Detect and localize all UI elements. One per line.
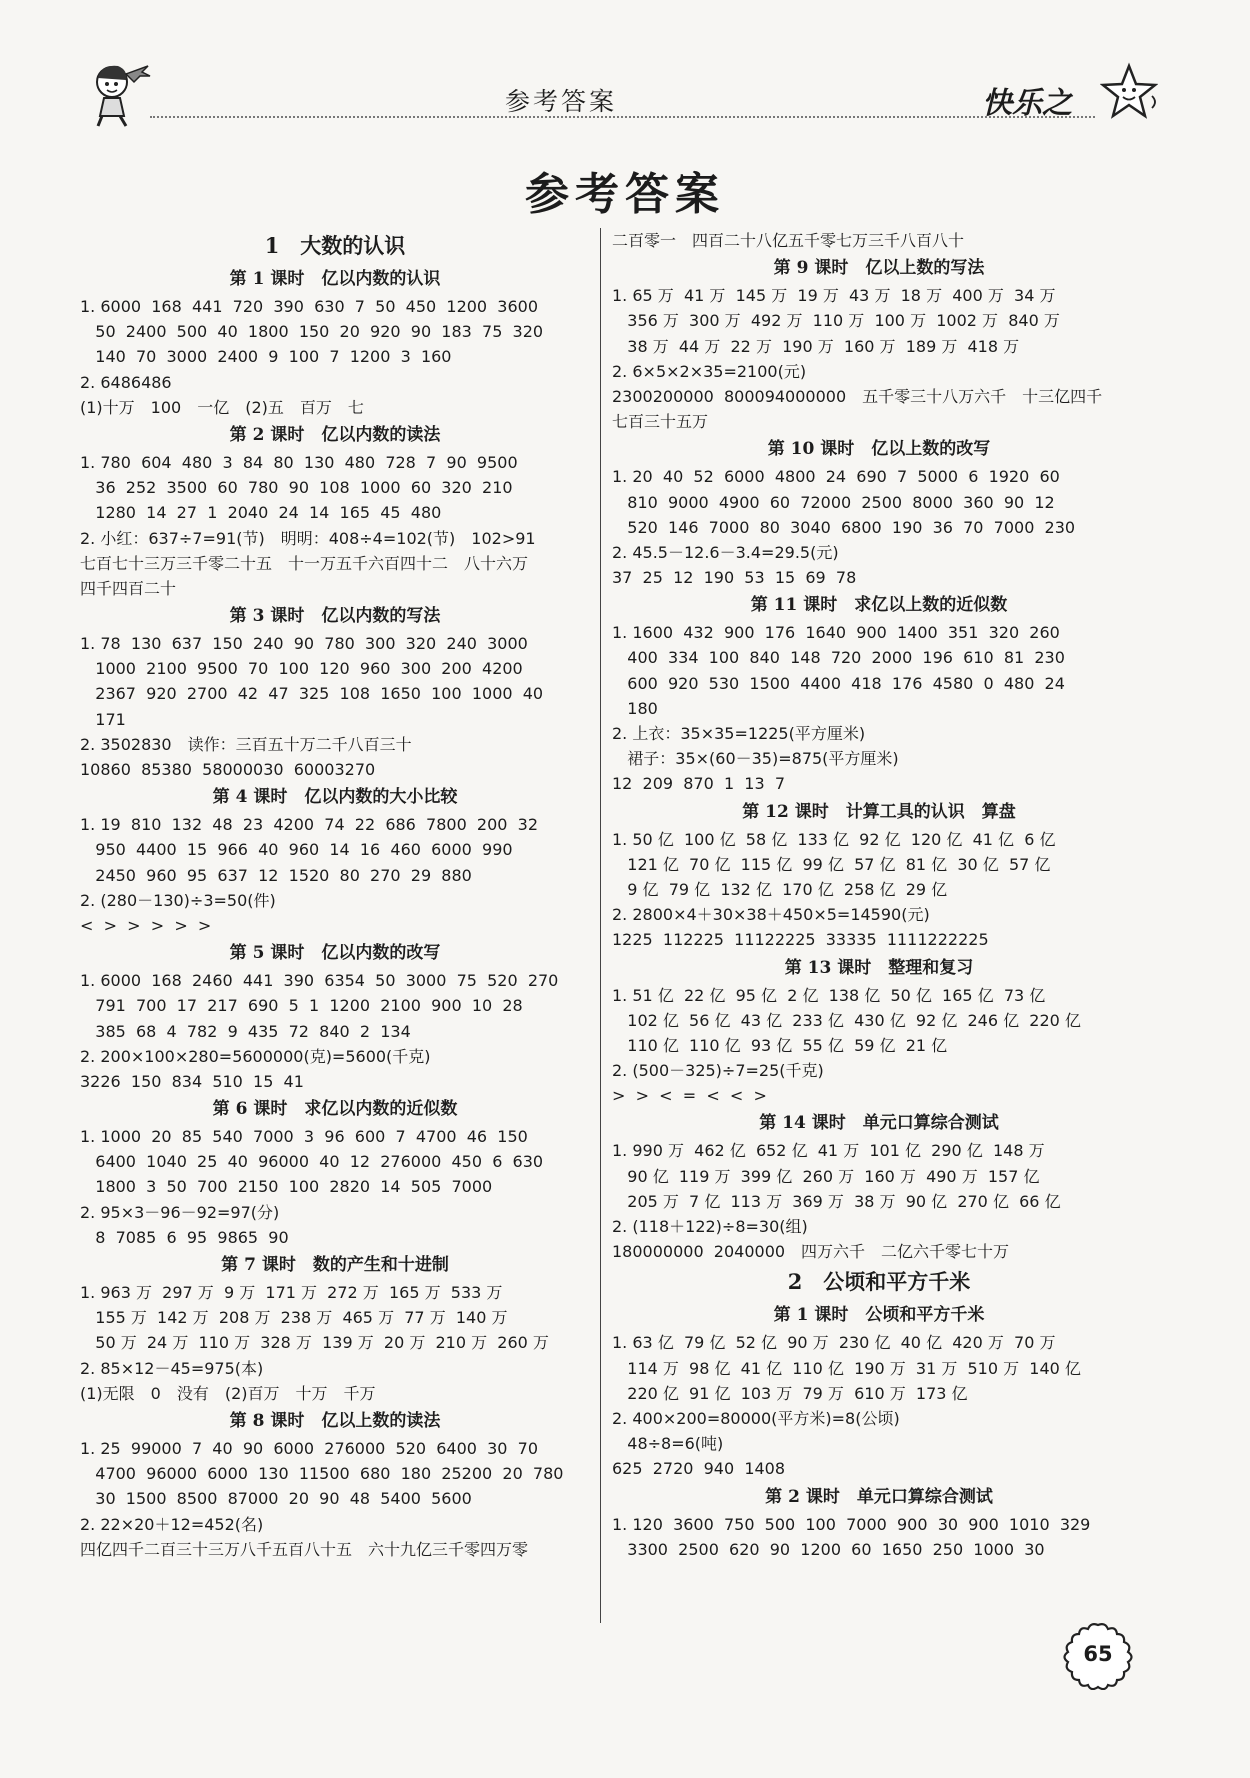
- left-answer-line: 1280 14 27 1 2040 24 14 165 45 480: [80, 503, 442, 523]
- right-lesson-heading: 第 9 课时 亿以上数的写法: [773, 258, 985, 279]
- right-answer-line: 110 亿 110 亿 93 亿 55 亿 59 亿 21 亿: [612, 1035, 948, 1055]
- right-lesson-heading: 第 11 课时 求亿以上数的近似数: [750, 595, 1008, 616]
- right-answer-line: 3300 2500 620 90 1200 60 1650 250 1000 30: [612, 1539, 1045, 1559]
- answer-column-left: [80, 228, 590, 1562]
- right-lesson-heading: 第 13 课时 整理和复习: [784, 957, 974, 978]
- right-answer-line: 2. 400×200=80000(平方米)=8(公顷): [612, 1408, 900, 1428]
- left-answer-line: 2. 3502830 读作：三百五十万二千八百三十: [80, 734, 412, 754]
- right-answer-line: 1. 120 3600 750 500 100 7000 900 30 900 1010 329: [612, 1514, 1091, 1534]
- right-answer-line: 2. 上衣：35×35=1225(平方厘米): [612, 724, 866, 743]
- left-answer-line: 8 7085 6 95 9865 90: [80, 1227, 289, 1247]
- left-lesson-heading: 第 2 课时 亿以内数的读法: [229, 424, 441, 445]
- right-answer-line: 裙子：35×(60－35)=875(平方厘米): [612, 749, 899, 769]
- left-chapter-heading: 1 大数的认识: [264, 233, 406, 258]
- right-answer-line: 220 亿 91 亿 103 万 79 万 610 万 173 亿: [612, 1383, 968, 1403]
- left-answer-line: 2. 小红：637÷7=91(节) 明明：408÷4=102(节) 102>91: [80, 528, 536, 548]
- left-lesson-heading: 第 6 课时 求亿以内数的近似数: [212, 1099, 458, 1120]
- left-answer-line: 四亿四千二百三十三万八千五百八十五 六十九亿三千零四万零: [80, 1539, 529, 1559]
- left-answer-line: 四千四百二十: [80, 578, 177, 598]
- left-answer-line: < > > > > >: [80, 915, 212, 935]
- left-answer-line: 3226 150 834 510 15 41: [80, 1071, 304, 1091]
- left-answer-line: 1. 6000 168 441 720 390 630 7 50 450 1200 3600: [80, 297, 538, 316]
- left-answer-line: 30 1500 8500 87000 20 90 48 5400 5600: [80, 1489, 472, 1509]
- right-answer-line: 114 万 98 亿 41 亿 110 亿 190 万 31 万 510 万 140 亿: [612, 1358, 1081, 1378]
- right-answer-line: 1225 112225 11122225 33335 1111222225: [612, 930, 989, 950]
- right-answer-line: 37 25 12 190 53 15 69 78: [612, 568, 857, 588]
- left-answer-line: 七百七十三万三千零二十五 十一万五千六百四十二 八十六万: [80, 553, 529, 573]
- right-answer-line: 2. 6×5×2×35=2100(元): [612, 361, 807, 381]
- left-answer-line: (1)无限 0 没有 (2)百万 十万 千万: [80, 1383, 376, 1403]
- right-answer-line: 625 2720 940 1408: [612, 1459, 786, 1479]
- left-answer-line: 140 70 3000 2400 9 100 7 1200 3 160: [80, 347, 452, 367]
- right-answer-line: 2. 45.5－12.6－3.4=29.5(元): [612, 542, 839, 562]
- left-answer-line: 2. (280－130)÷3=50(件): [80, 890, 276, 910]
- right-answer-line: 38 万 44 万 22 万 190 万 160 万 189 万 418 万: [612, 336, 1020, 356]
- right-answer-line: 400 334 100 840 148 720 2000 196 610 81 230: [612, 648, 1065, 668]
- brand-name: 快乐之: [982, 86, 1072, 121]
- right-answer-line: 1. 50 亿 100 亿 58 亿 133 亿 92 亿 120 亿 41 亿 6 亿: [612, 829, 1056, 849]
- right-answer-line: 180: [612, 698, 658, 718]
- left-answer-line: 1. 25 99000 7 40 90 6000 276000 520 6400 30 70: [80, 1438, 538, 1458]
- right-answer-line: 1. 1600 432 900 176 1640 900 1400 351 320 260: [612, 623, 1060, 643]
- left-answer-line: 50 万 24 万 110 万 328 万 139 万 20 万 210 万 260 万: [80, 1333, 549, 1353]
- left-answer-line: 36 252 3500 60 780 90 108 1000 60 320 210: [80, 478, 513, 498]
- left-lesson-heading: 第 1 课时 亿以内数的认识: [229, 269, 441, 289]
- right-answer-line: 205 万 7 亿 113 万 369 万 38 万 90 亿 270 亿 66 亿: [612, 1191, 1061, 1211]
- left-answer-line: (1)十万 100 一亿 (2)五 百万 七: [80, 397, 364, 417]
- left-answer-line: 2. 22×20＋12=452(名): [80, 1514, 264, 1534]
- left-answer-line: 1. 780 604 480 3 84 80 130 480 728 7 90 9500: [80, 452, 518, 472]
- right-answer-line: 356 万 300 万 492 万 110 万 100 万 1002 万 840 万: [612, 311, 1060, 331]
- right-answer-line: 1. 20 40 52 6000 4800 24 690 7 5000 6 1920 60: [612, 467, 1060, 487]
- left-answer-line: 1000 2100 9500 70 100 120 960 300 200 4200: [80, 659, 523, 679]
- right-answer-line: 1. 63 亿 79 亿 52 亿 90 万 230 亿 40 亿 420 万 70 万: [612, 1333, 1056, 1353]
- right-lesson-heading: 第 2 课时 单元口算综合测试: [765, 1486, 993, 1507]
- left-answer-line: 791 700 17 217 690 5 1 1200 2100 900 10 28: [80, 996, 523, 1016]
- right-answer-line: 102 亿 56 亿 43 亿 233 亿 430 亿 92 亿 246 亿 220 亿: [612, 1010, 1081, 1030]
- right-answer-line: > > < = < < >: [612, 1086, 767, 1106]
- left-lesson-heading: 第 8 课时 亿以上数的读法: [229, 1410, 441, 1431]
- left-answer-line: 1. 78 130 637 150 240 90 780 300 320 240 3000: [80, 634, 528, 654]
- right-lesson-heading: 第 12 课时 计算工具的认识 算盘: [742, 801, 1016, 822]
- right-answer-line: 1. 65 万 41 万 145 万 19 万 43 万 18 万 400 万 34 万: [612, 286, 1056, 306]
- right-answer-line: 9 亿 79 亿 132 亿 170 亿 258 亿 29 亿: [612, 879, 948, 899]
- left-lesson-heading: 第 5 课时 亿以内数的改写: [229, 943, 441, 964]
- right-lesson-heading: 第 14 课时 单元口算综合测试: [759, 1113, 999, 1134]
- column-divider: [600, 228, 601, 1623]
- left-answer-line: 1. 963 万 297 万 9 万 171 万 272 万 165 万 533 万: [80, 1283, 503, 1302]
- cartoon-kid-airplane-icon: [82, 58, 152, 128]
- right-answer-line: 2. 2800×4＋30×38＋450×5=14590(元): [612, 905, 930, 925]
- right-answer-line: 12 209 870 1 13 7: [612, 774, 786, 794]
- header-title: 参考答案: [505, 87, 618, 116]
- left-answer-line: 1. 6000 168 2460 441 390 6354 50 3000 75 520 270: [80, 971, 559, 991]
- left-lesson-heading: 第 3 课时 亿以内数的写法: [229, 606, 441, 627]
- left-answer-line: 10860 85380 58000030 60003270: [80, 760, 376, 779]
- left-answer-line: 6400 1040 25 40 96000 40 12 276000 450 6 630: [80, 1152, 544, 1172]
- right-answer-line: 810 9000 4900 60 72000 2500 8000 360 90 12: [612, 492, 1055, 512]
- left-answer-line: 2450 960 95 637 12 1520 80 270 29 880: [80, 865, 472, 885]
- answer-column-right: [612, 228, 1146, 1562]
- left-answer-line: 1800 3 50 700 2150 100 2820 14 505 7000: [80, 1177, 493, 1197]
- right-answer-line: 520 146 7000 80 3040 6800 190 36 70 7000 230: [612, 517, 1076, 537]
- right-answer-line: 二百零一 四百二十八亿五千零七万三千八百八十: [612, 231, 965, 250]
- page-number: 65: [1083, 1642, 1113, 1666]
- right-answer-line: 七百三十五万: [612, 412, 709, 432]
- left-answer-line: 1. 1000 20 85 540 7000 3 96 600 7 4700 46 150: [80, 1127, 528, 1147]
- right-answer-line: 2300200000 800094000000 五千零三十八万六千 十三亿四千: [612, 386, 1103, 406]
- star-face-icon: [1100, 62, 1158, 126]
- right-answer-line: 48÷8=6(吨): [612, 1434, 724, 1454]
- header-divider: [150, 116, 1095, 118]
- right-answer-line: 121 亿 70 亿 115 亿 99 亿 57 亿 81 亿 30 亿 57 亿: [612, 854, 1051, 874]
- right-chapter-heading: 2 公顷和平方千米: [787, 1269, 971, 1295]
- right-lesson-heading: 第 1 课时 公顷和平方千米: [773, 1305, 985, 1326]
- right-answer-line: 90 亿 119 万 399 亿 260 万 160 万 490 万 157 亿: [612, 1166, 1040, 1186]
- left-answer-line: 2. 85×12－45=975(本): [80, 1358, 264, 1378]
- left-answer-line: 2367 920 2700 42 47 325 108 1650 100 1000 40: [80, 684, 544, 704]
- right-answer-line: 1. 51 亿 22 亿 95 亿 2 亿 138 亿 50 亿 165 亿 73 亿: [612, 985, 1046, 1005]
- right-answer-line: 180000000 2040000 四万六千 二亿六千零七十万: [612, 1242, 1010, 1262]
- page-header: [0, 0, 1250, 130]
- left-answer-line: 2. 200×100×280=5600000(克)=5600(千克): [80, 1046, 431, 1066]
- left-lesson-heading: 第 4 课时 亿以内数的大小比较: [212, 787, 458, 808]
- left-answer-line: 2. 6486486: [80, 372, 172, 392]
- left-answer-line: 1. 19 810 132 48 23 4200 74 22 686 7800 200 32: [80, 815, 538, 835]
- left-answer-line: 50 2400 500 40 1800 150 20 920 90 183 75 320: [80, 322, 544, 342]
- left-answer-line: 385 68 4 782 9 435 72 840 2 134: [80, 1021, 411, 1041]
- left-answer-line: 950 4400 15 966 40 960 14 16 460 6000 990: [80, 840, 513, 860]
- left-answer-line: 171: [80, 709, 126, 729]
- left-answer-line: 2. 95×3－96－92=97(分): [80, 1202, 280, 1222]
- right-answer-line: 600 920 530 1500 4400 418 176 4580 0 480 24: [612, 673, 1065, 693]
- right-answer-line: 2. (118＋122)÷8=30(组): [612, 1217, 808, 1236]
- left-lesson-heading: 第 7 课时 数的产生和十进制: [221, 1255, 449, 1275]
- right-answer-line: 2. (500－325)÷7=25(千克): [612, 1061, 824, 1081]
- page-title: 参考答案: [525, 169, 725, 220]
- left-answer-line: 4700 96000 6000 130 11500 680 180 25200 20 780: [80, 1464, 564, 1484]
- right-lesson-heading: 第 10 课时 亿以上数的改写: [767, 439, 991, 460]
- left-answer-line: 155 万 142 万 208 万 238 万 465 万 77 万 140 万: [80, 1308, 508, 1328]
- right-answer-line: 1. 990 万 462 亿 652 亿 41 万 101 亿 290 亿 148 万: [612, 1141, 1045, 1161]
